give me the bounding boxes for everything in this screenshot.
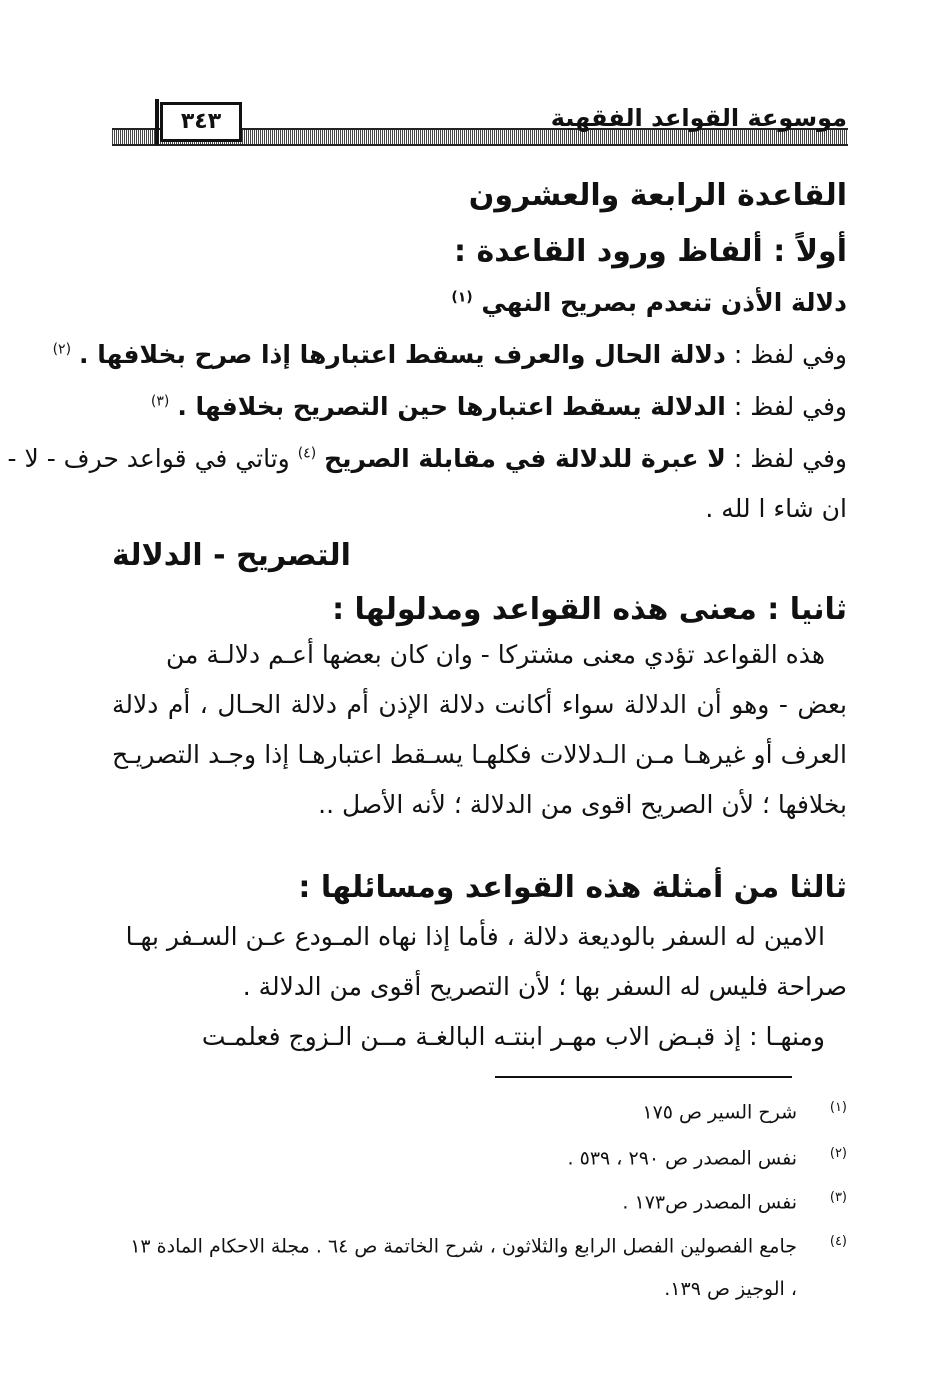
- footnote-text: ، الوجيز ص ١٣٩.: [664, 1278, 797, 1300]
- section-heading-third: ثالثا من أمثلة هذه القواعد ومسائلها :: [298, 870, 847, 905]
- footnote-text: شرح السير ص ١٧٥: [642, 1101, 797, 1124]
- meaning-line: العرف أو غيرهـا مـن الـدلالات فكلهـا يسـقط اعتبارهـا إذا وجـد التصريـح: [112, 740, 847, 769]
- footnote-ref-4: (٤): [297, 445, 317, 462]
- variant-prefix: وفي لفظ :: [725, 340, 847, 369]
- variant-text: دلالة الحال والعرف يسقط اعتبارها إذا صرح بخلافها .: [79, 340, 726, 369]
- variant-4: [7, 444, 847, 473]
- meaning-line: بخلافها ؛ لأن الصريح اقوى من الدلالة ؛ لأنه الأصل ..: [318, 790, 847, 819]
- footnote-text: جامع الفصولين الفصل الرابع والثلاثون ، شرح الخاتمة ص ٦٤ . مجلة الاحكام المادة ١٣: [130, 1235, 797, 1258]
- meaning-line: هذه القواعد تؤدي معنى مشتركا - وان كان بعضها أعـم دلالـة من: [166, 640, 825, 669]
- variant-suffix: وتاتي في قواعد حرف - لا -: [7, 444, 290, 473]
- footnote-text: نفس المصدر ص ٢٩٠ ، ٥٣٩ .: [567, 1147, 797, 1170]
- rule-statement: [451, 288, 847, 317]
- footnote: [568, 1146, 847, 1169]
- footnote-ref-2: (٢): [52, 341, 72, 358]
- keyword-heading: التصريح - الدلالة: [112, 538, 351, 573]
- example-line: صراحة فليس له السفر بها ؛ لأن التصريح أقوى من الدلالة .: [242, 972, 847, 1001]
- footnote-number: (١): [829, 1100, 847, 1115]
- section-heading-second: ثانيا : معنى هذه القواعد ومدلولها :: [332, 592, 847, 627]
- footnote-number: (٢): [829, 1146, 847, 1161]
- variant-text: لا عبرة للدلالة في مقابلة الصريح: [324, 444, 726, 473]
- footnote-separator: [495, 1076, 792, 1078]
- variant-text: الدلالة يسقط اعتبارها حين التصريح بخلافها .: [177, 392, 726, 421]
- footnote-ref-1: (١): [451, 289, 473, 306]
- footnote-text: نفس المصدر ص١٧٣ .: [622, 1191, 797, 1214]
- footnote-number: (٣): [829, 1190, 847, 1205]
- example-line: الامين له السفر بالوديعة دلالة ، فأما إذا نهاه المـودع عـن السـفر بهـا: [125, 922, 825, 951]
- footnote-ref-3: (٣): [150, 393, 170, 410]
- book-title: موسوعة القواعد الفقهية: [550, 104, 847, 132]
- meaning-line: بعض - وهو أن الدلالة سواء أكانت دلالة الإذن أم دلالة الحـال ، أم دلالة: [112, 690, 847, 719]
- footnote-number: (٤): [829, 1234, 847, 1249]
- variant-prefix: وفي لفظ :: [725, 392, 847, 421]
- footnote: [622, 1190, 847, 1213]
- rule-title: القاعدة الرابعة والعشرون: [468, 178, 847, 213]
- footnote: [130, 1234, 847, 1257]
- variant-2: [53, 340, 847, 369]
- variant-3: [151, 392, 847, 421]
- example-line: ومنهـا : إذ قبـض الاب مهـر ابنتـه البالغـة مــن الـزوج فعلمـت: [201, 1022, 825, 1051]
- variant-4-continuation: ان شاء ا لله .: [705, 494, 847, 523]
- section-heading-first: أولاً : ألفاظ ورود القاعدة :: [454, 234, 847, 269]
- rule-text: دلالة الأذن تنعدم بصريح النهي: [481, 288, 847, 317]
- footnote: [642, 1100, 847, 1123]
- page-number: ٣٤٣: [160, 102, 242, 142]
- variant-prefix: وفي لفظ :: [725, 444, 847, 473]
- footnote-continuation: [664, 1278, 847, 1300]
